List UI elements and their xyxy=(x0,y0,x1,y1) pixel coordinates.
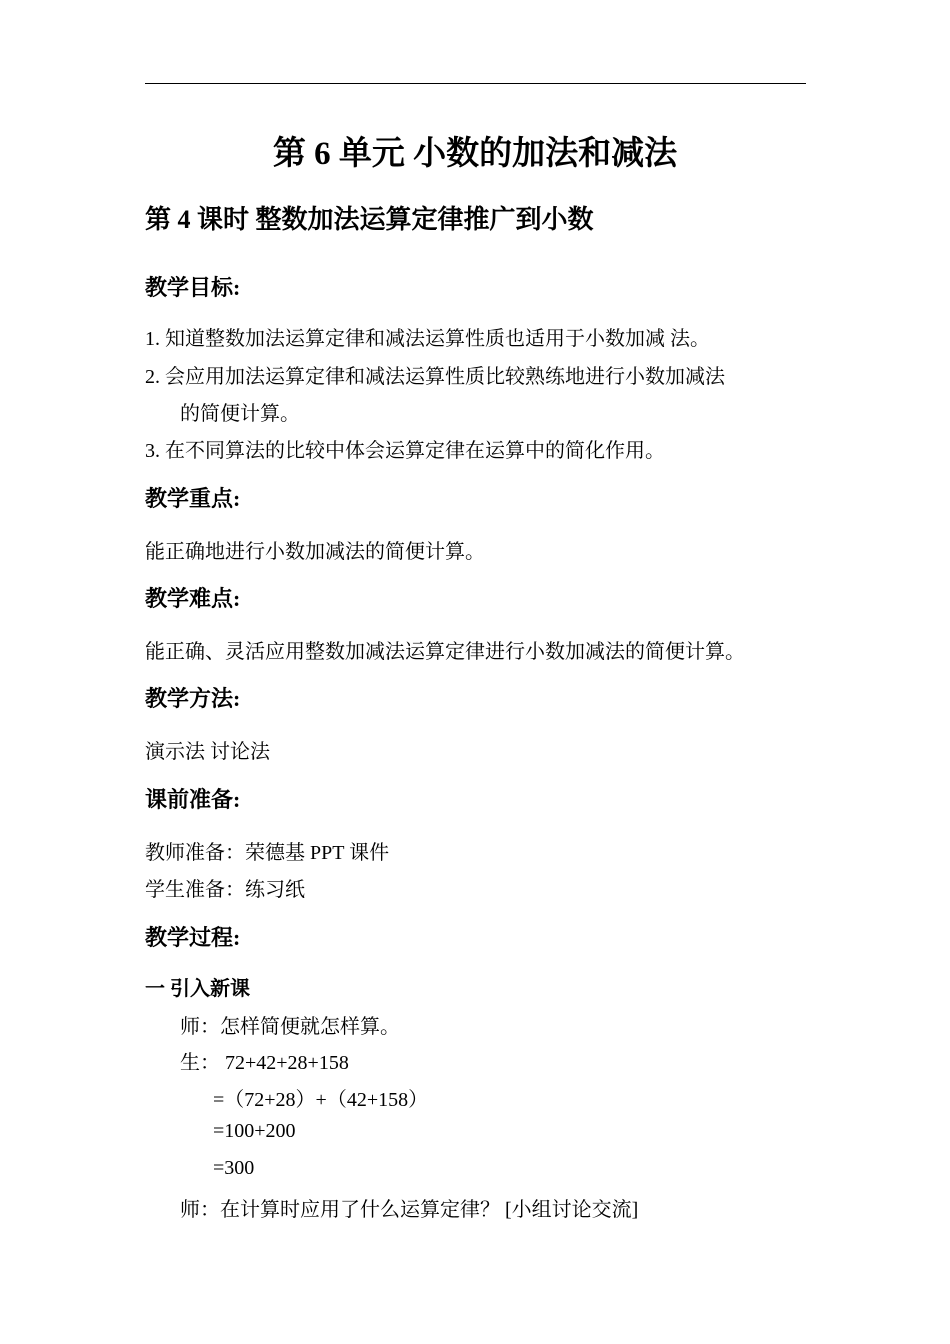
key-points-text: 能正确地进行小数加减法的简便计算。 xyxy=(145,541,485,563)
objective-item-3: 3. 在不同算法的比较中体会运算定律在运算中的简化作用。 xyxy=(145,440,665,462)
objective-item-1: 1. 知道整数加法运算定律和减法运算性质也适用于小数加减 法。 xyxy=(145,328,710,350)
lesson-title: 第 4 课时 整数加法运算定律推广到小数 xyxy=(145,205,594,234)
difficulties-heading: 教学难点: xyxy=(145,586,241,611)
methods-heading: 教学方法: xyxy=(145,686,241,711)
dialogue-line-2: 生： 72+42+28+158 xyxy=(180,1052,349,1074)
section-intro-heading: 一 引入新课 xyxy=(145,978,250,1000)
objectives-heading: 教学目标: xyxy=(145,275,241,300)
objective-item-2: 2. 会应用加法运算定律和减法运算性质比较熟练地进行小数加减法 xyxy=(145,366,725,388)
key-points-heading: 教学重点: xyxy=(145,486,241,511)
methods-text: 演示法 讨论法 xyxy=(145,741,270,763)
calc-step-1: =（72+28）+（42+158） xyxy=(213,1089,429,1111)
calc-step-2: =100+200 xyxy=(213,1120,296,1142)
objective-item-2-cont: 的简便计算。 xyxy=(180,403,300,425)
dialogue-line-3: 师：在计算时应用了什么运算定律？ [小组讨论交流] xyxy=(180,1199,639,1221)
teacher-preparation: 教师准备：荣德基 PPT 课件 xyxy=(145,842,390,864)
difficulties-text: 能正确、灵活应用整数加减法运算定律进行小数加减法的简便计算。 xyxy=(145,641,745,663)
preparation-heading: 课前准备: xyxy=(145,787,241,812)
calc-step-3: =300 xyxy=(213,1157,255,1179)
unit-title: 第 6 单元 小数的加法和减法 xyxy=(272,136,678,172)
student-preparation: 学生准备：练习纸 xyxy=(145,879,305,901)
process-heading: 教学过程: xyxy=(145,925,241,950)
dialogue-line-1: 师：怎样简便就怎样算。 xyxy=(180,1016,400,1038)
header-rule xyxy=(145,83,806,84)
